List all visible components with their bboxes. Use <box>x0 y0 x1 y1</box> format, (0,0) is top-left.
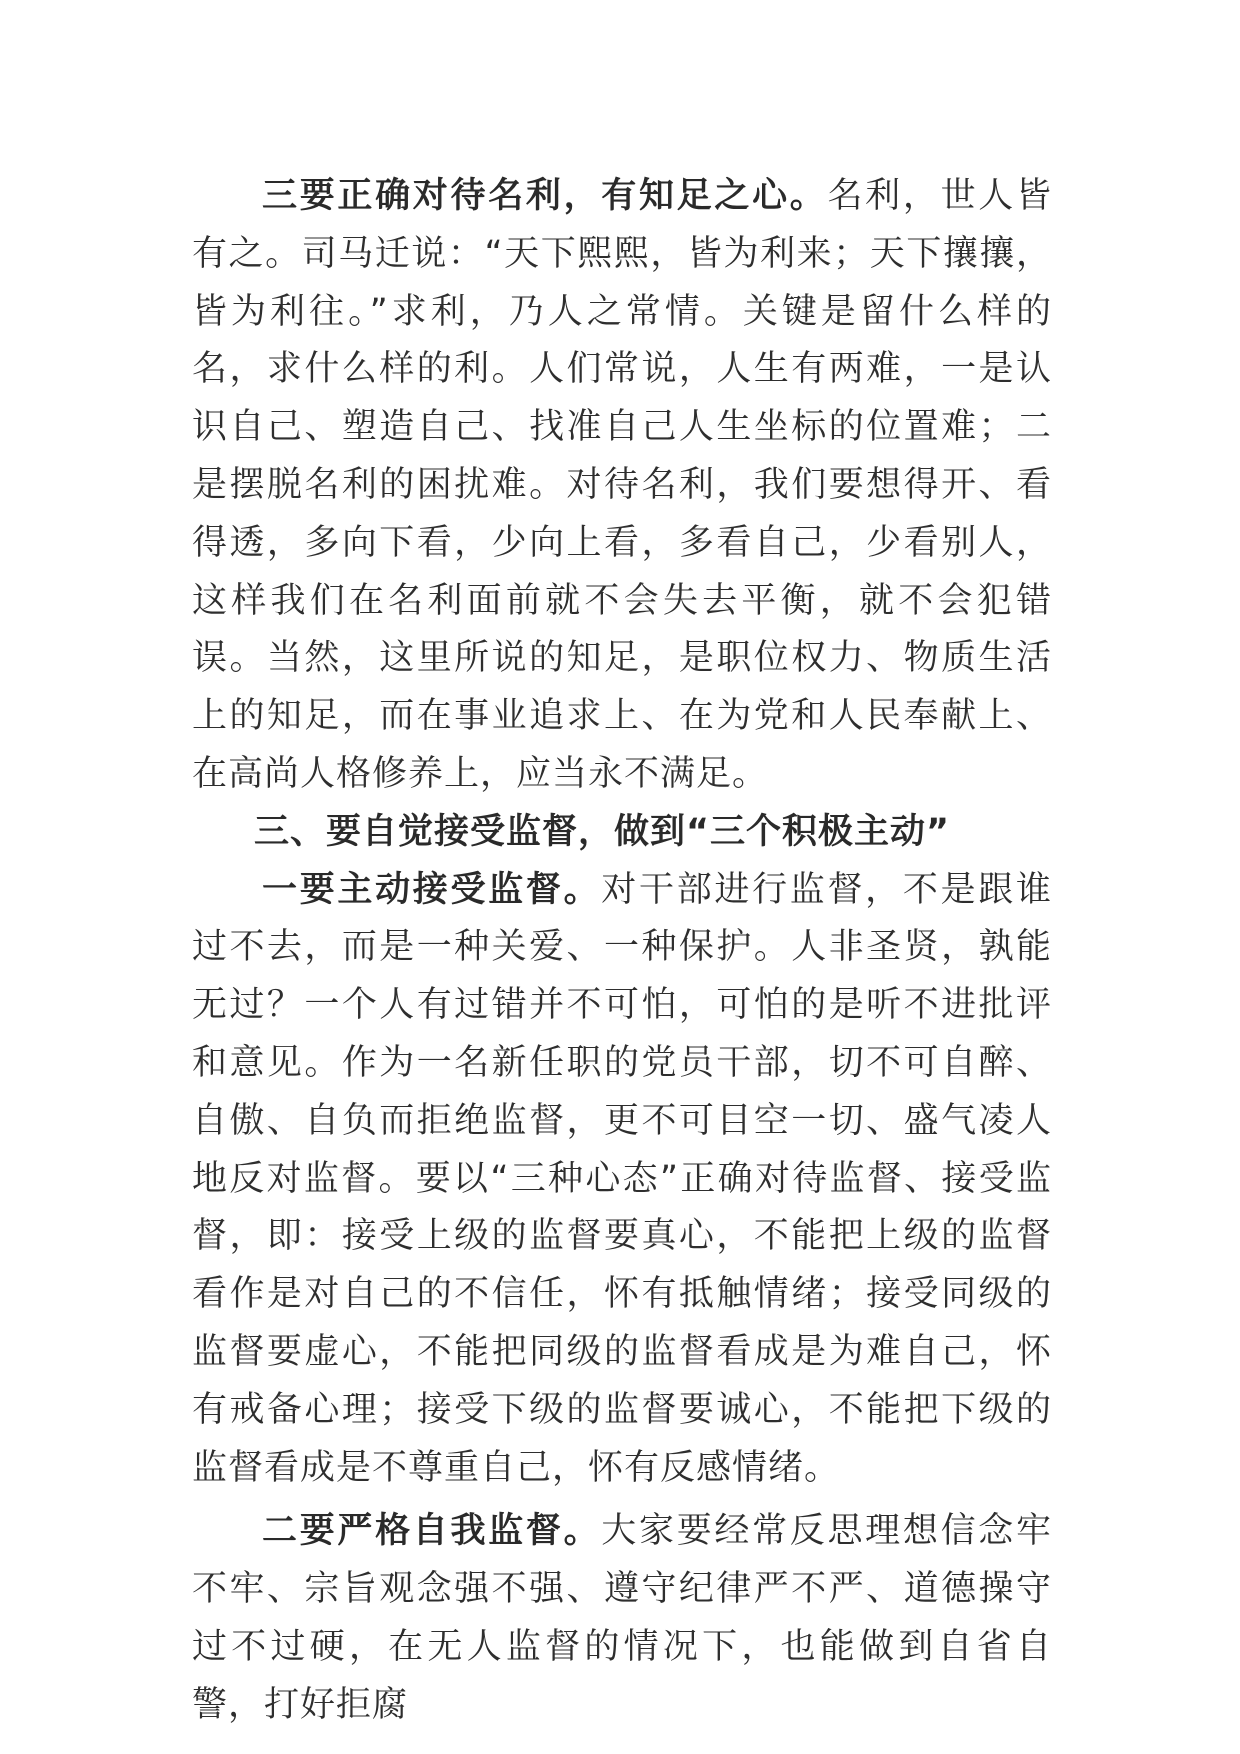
paragraph-lead: 一要主动接受监督。 <box>262 869 602 910</box>
section-heading: 三、要自觉接受监督，做到“三个积极主动” <box>254 811 951 852</box>
paragraph-lead: 二要严格自我监督。 <box>262 1511 602 1552</box>
paragraph-accept-supervision <box>192 862 1052 1498</box>
paragraph-self-supervision <box>192 1503 1052 1734</box>
paragraph-body: 对干部进行监督，不是跟谁过不去，而是一种关爱、一种保护。人非圣贤，孰能无过？一个人有过错并不可怕，可怕的是听不进批评和意见。作为一名新任职的党员干部，切不可自醉、自傲、自负而拒绝监督，更不可目空一切、盛气凌人地反对监督。要以“三种心态”正确对待监督、接受监督，即：接受上级的监督要真心，不能把上级的监督看作是对自己的不信任，怀有抵触情绪；接受同级的监督要虚心，不能把同级的监督看成是为难自己，怀有戒备心理；接受下级的监督要诚心，不能把下级的监督看成是不尊重自己，怀有反感情绪。 <box>192 869 1052 1488</box>
document-page <box>192 168 1052 1735</box>
paragraph-body: 名利，世人皆有之。司马迁说：“天下熙熙，皆为利来；天下攘攘，皆为利往。”求利，乃人之常情。关键是留什么样的名，求什么样的利。人们常说，人生有两难，一是认识自己、塑造自己、找准自己人生坐标的位置难；二是摆脱名利的困扰难。对待名利，我们要想得开、看得透，多向下看，少向上看，多看自己，少看别人，这样我们在名利面前就不会失去平衡，就不会犯错误。当然，这里所说的知足，是职位权力、物质生活上的知足，而在事业追求上、在为党和人民奉献上、在高尚人格修养上，应当永不满足。 <box>192 176 1052 794</box>
section-heading-paragraph <box>192 804 1052 862</box>
paragraph-fame-and-gain <box>192 168 1052 804</box>
paragraph-lead: 三要正确对待名利，有知足之心。 <box>262 176 828 216</box>
paragraph-body: 大家要经常反思理想信念牢不牢、宗旨观念强不强、遵守纪律严不严、道德操守过不过硬，在无人监督的情况下，也能做到自省自警，打好拒腐 <box>192 1511 1052 1725</box>
